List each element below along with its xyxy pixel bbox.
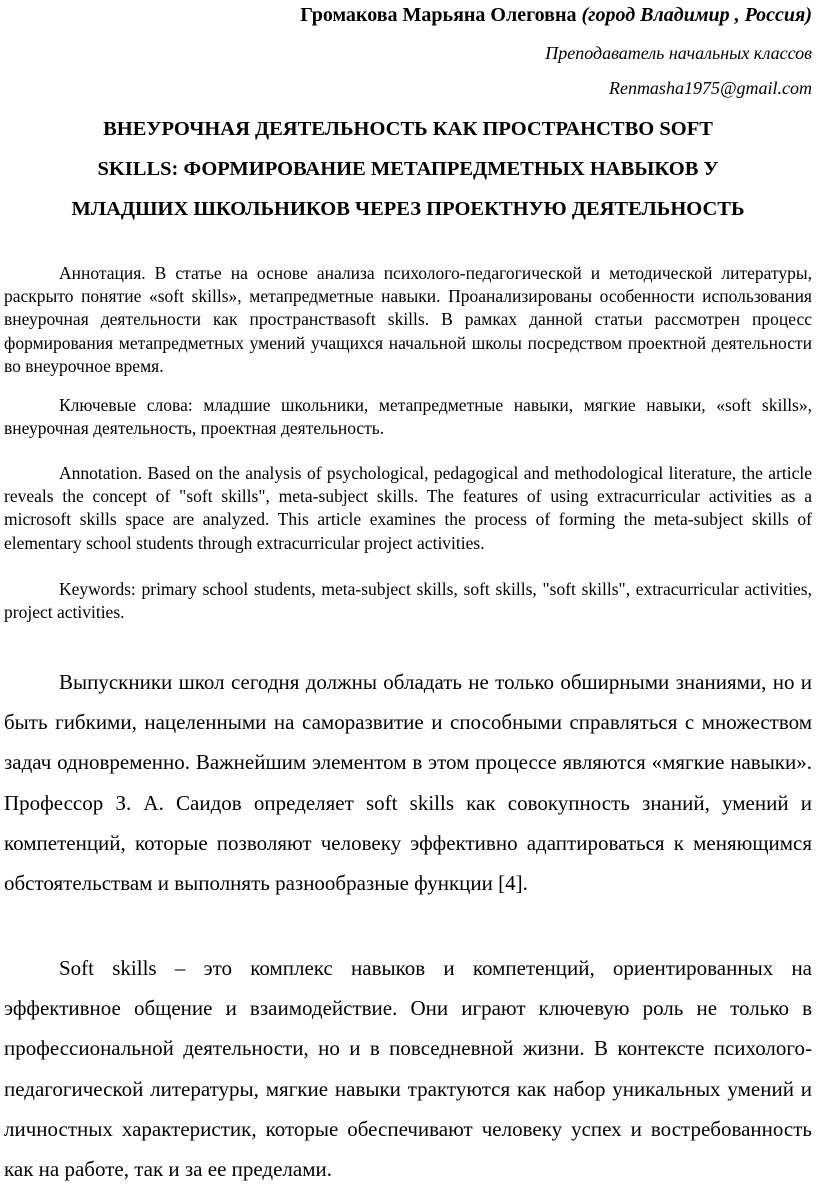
author-location: (город Владимир , Россия) (581, 4, 812, 26)
abstract-ru: Аннотация. В статье на основе анализа психолого-педагогической и методической литературы, раскрыто понятие «soft skills», метапредметные навыки. Проанализированы особенности использования внеурочная деятельности как пространстваsoft skills. В рамках данной статьи рассмотрен процесс формирования метапредметных умений учащихся начальной школы посредством проектной деятельности во внеурочное время. (4, 263, 812, 376)
title-line-2: SKILLS: ФОРМИРОВАНИЕ МЕТАПРЕДМЕТНЫХ НАВЫКОВ У (97, 158, 719, 180)
author-name: Громакова Марьяна Олеговна (300, 4, 577, 26)
title-line-1: ВНЕУРОЧНАЯ ДЕЯТЕЛЬНОСТЬ КАК ПРОСТРАНСТВО SOFT (103, 118, 713, 140)
author-position: Преподаватель начальных классов (545, 43, 812, 63)
author-line (300, 2, 812, 28)
body-paragraph-2: Soft skills – это комплекс навыков и компетенций, ориентированных на эффективное общение и взаимодействие. Они играют ключевую роль не только в профессиональной деятельности, но и в повседневной жизни. В контексте психолого-педагогической литературы, мягкие навыки трактуются как набор уникальных умений и личностных характеристик, которые обеспечивают человеку успех и востребованность как на работе, так и за ее пределами. (4, 956, 812, 1182)
title-line-3: МЛАДШИХ ШКОЛЬНИКОВ ЧЕРЕЗ ПРОЕКТНУЮ ДЕЯТЕЛЬНОСТЬ (71, 198, 745, 220)
keywords-en: Keywords: primary school students, meta-subject skills, soft skills, "soft skills", extracurricular activities, project activities. (4, 579, 812, 623)
author-email: Renmasha1975@gmail.com (608, 78, 812, 98)
article-title (4, 109, 812, 229)
body-paragraph-1: Выпускники школ сегодня должны обладать не только обширными знаниями, но и быть гибкими, нацеленными на саморазвитие и способными справляться с множеством задач одновременно. Важнейшим элементом в этом процессе являются «мягкие навыки». Профессор З. А. Саидов определяет soft skills как совокупность знаний, умений и компетенций, которые позволяют человеку эффективно адаптироваться к меняющимся обстоятельствам и выполнять разнообразные функции [4]. (4, 670, 812, 896)
abstract-en: Annotation. Based on the analysis of psychological, pedagogical and methodological literature, the article reveals the concept of "soft skills", meta-subject skills. The features of using extracurricular activities as a microsoft skills space are analyzed. This article examines the process of forming the meta-subject skills of elementary school students through extracurricular project activities. (4, 463, 812, 553)
keywords-ru: Ключевые слова: младшие школьники, метапредметные навыки, мягкие навыки, «soft skills», внеурочная деятельность, проектная деятельность. (4, 395, 812, 439)
